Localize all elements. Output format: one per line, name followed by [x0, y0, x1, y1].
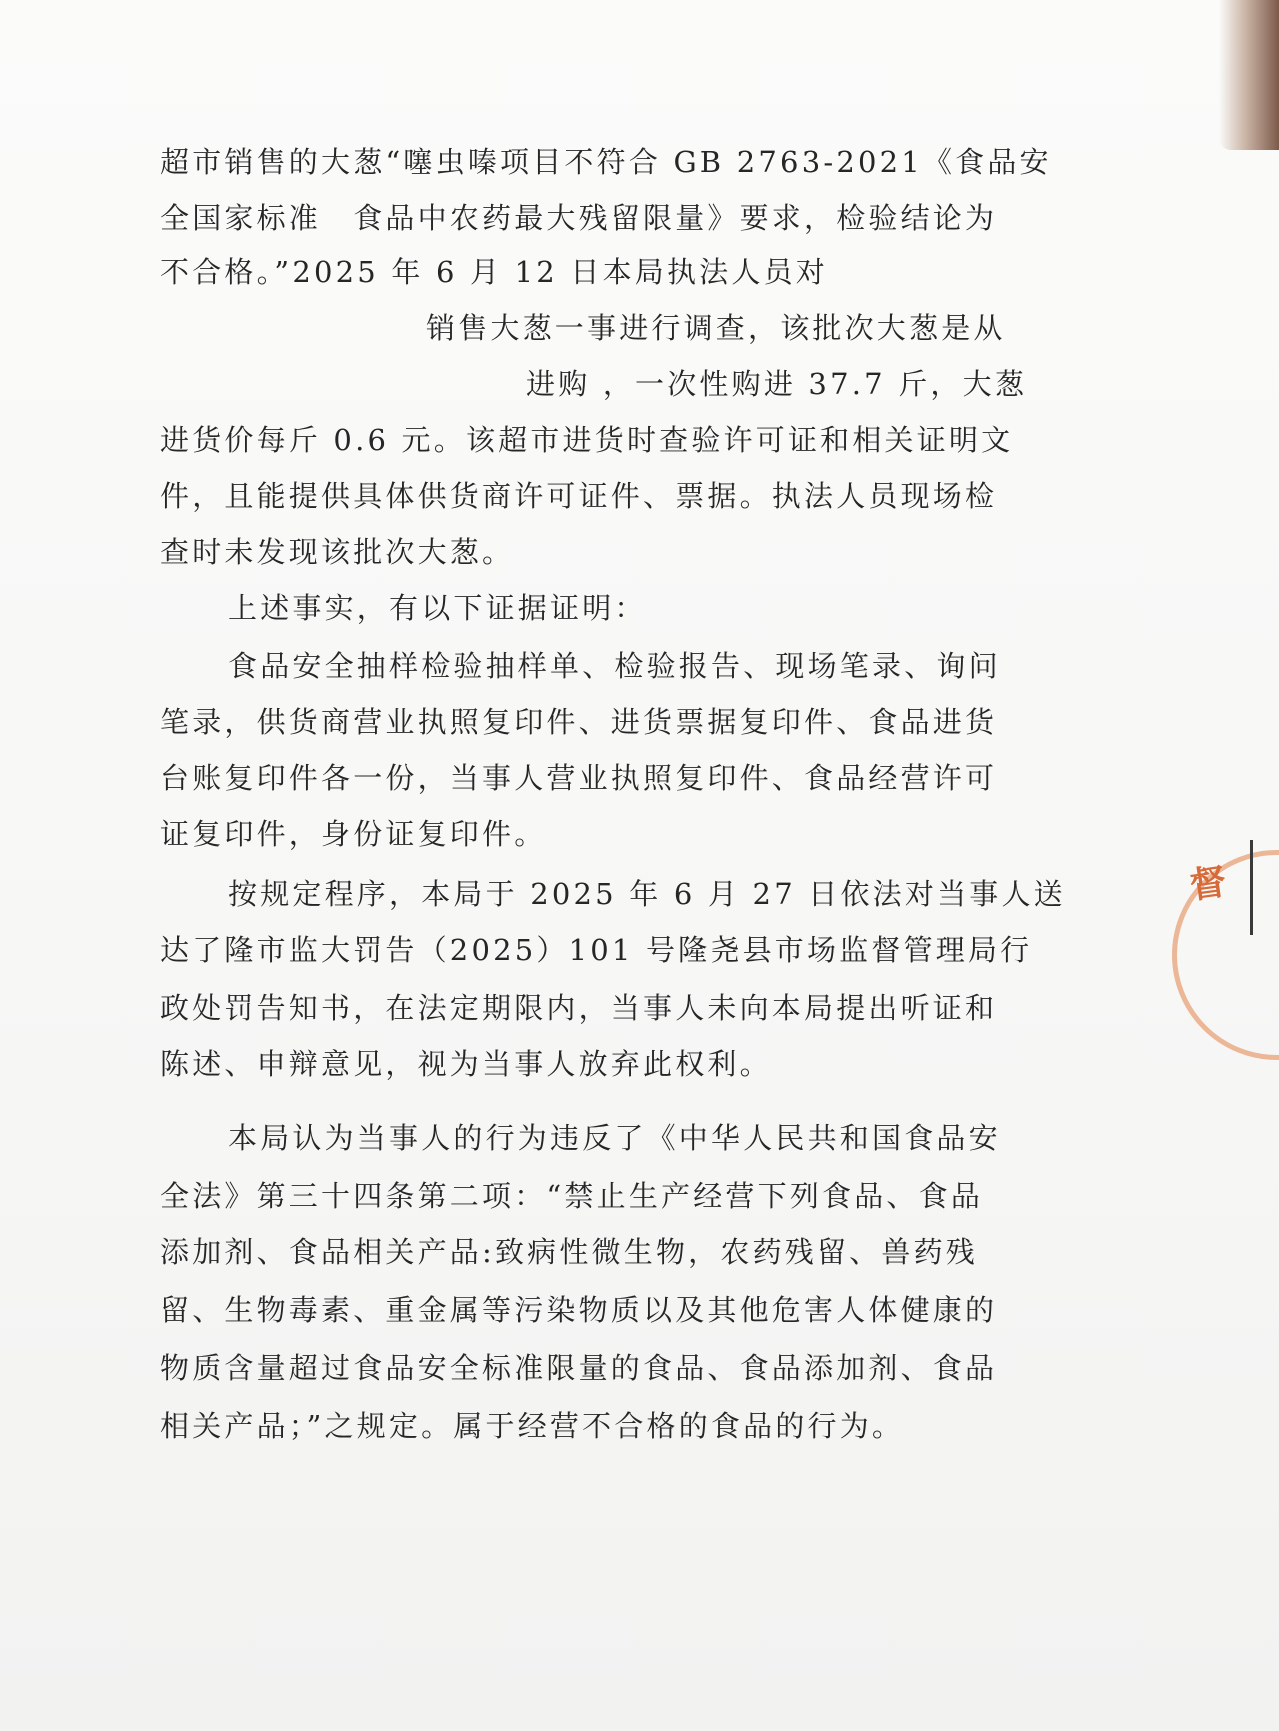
text-line: 按规定程序，本局于 2025 年 6 月 27 日依法对当事人送	[228, 877, 1066, 911]
text-line: 政处罚告知书，在法定期限内，当事人未向本局提出听证和	[160, 991, 998, 1025]
text-line: 添加剂、食品相关产品:致病性微生物，农药残留、兽药残	[160, 1235, 978, 1269]
text-line: 达了隆市监大罚告（2025）101 号隆尧县市场监督管理局行	[160, 933, 1033, 967]
text-line: 进购 ，一次性购进 37.7 斤，大葱	[526, 367, 1028, 401]
text-line: 物质含量超过食品安全标准限量的食品、食品添加剂、食品	[160, 1351, 998, 1385]
text-line: 全国家标准 食品中农药最大残留限量》要求，检验结论为	[160, 201, 998, 235]
text-line: 上述事实，有以下证据证明：	[228, 591, 647, 625]
text-line: 台账复印件各一份，当事人营业执照复印件、食品经营许可	[160, 761, 998, 795]
text-line: 查时未发现该批次大葱。	[160, 535, 515, 569]
seal-edge-mark	[1250, 840, 1253, 935]
text-line: 销售大葱一事进行调查，该批次大葱是从	[426, 311, 1006, 345]
text-line: 笔录，供货商营业执照复印件、进货票据复印件、食品进货	[160, 705, 998, 739]
text-line: 陈述、申辩意见，视为当事人放弃此权利。	[160, 1047, 772, 1081]
text-line: 留、生物毒素、重金属等污染物质以及其他危害人体健康的	[160, 1293, 998, 1327]
text-line: 进货价每斤 0.6 元。该超市进货时查验许可证和相关证明文	[160, 423, 1014, 457]
text-line: 本局认为当事人的行为违反了《中华人民共和国食品安	[228, 1121, 1001, 1155]
text-line: 全法》第三十四条第二项：“禁止生产经营下列食品、食品	[160, 1179, 984, 1213]
text-line: 件，且能提供具体供货商许可证件、票据。执法人员现场检	[160, 479, 998, 513]
official-seal-fragment	[1172, 840, 1279, 1080]
text-line: 不合格。”2025 年 6 月 12 日本局执法人员对	[160, 255, 828, 289]
text-line: 相关产品；”之规定。属于经营不合格的食品的行为。	[160, 1409, 905, 1443]
text-line: 超市销售的大葱“噻虫嗪项目不符合 GB 2763-2021《食品安	[160, 145, 1052, 179]
text-line: 食品安全抽样检验抽样单、检验报告、现场笔录、询问	[228, 649, 1001, 683]
text-line: 证复印件，身份证复印件。	[160, 817, 547, 851]
seal-character: 督	[1187, 860, 1229, 907]
